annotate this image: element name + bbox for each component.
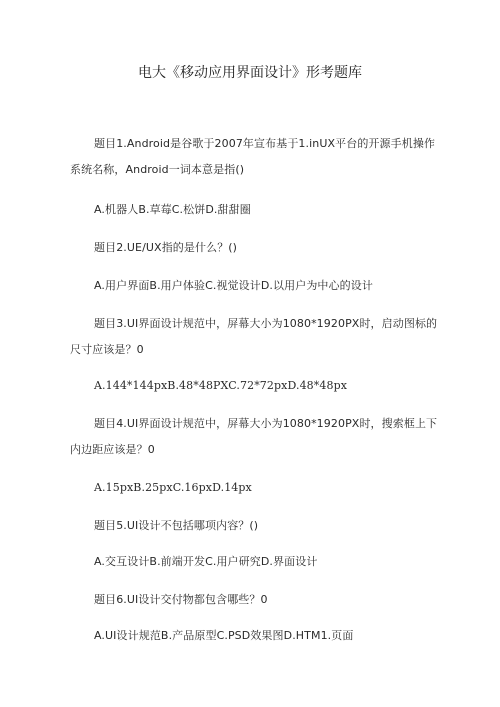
question-5: 题目5.UI设计不包括哪项内容？() — [94, 519, 259, 532]
question-3-line-2: 尺寸应该是？0 — [70, 343, 144, 356]
question-6: 题目6.UI设计交付物都包含哪些？0 — [94, 593, 268, 606]
question-3-line-1: 题目3.UI界面设计规范中，屏幕大小为1080*1920PX时，启动图标的 — [94, 317, 438, 330]
question-1-line-1: 题目1.Android是谷歌于2007年宣布基于1.inUX平台的开源手机操作 — [94, 137, 436, 150]
question-2-options: A.用户界面B.用户体验C.视觉设计D.以用户为中心的设计 — [94, 279, 373, 292]
question-2: 题目2.UE/UX指的是什么？() — [94, 241, 238, 254]
question-6-options: A.UI设计规范B.产品原型C.PSD效果图D.HTM1.页面 — [94, 629, 354, 642]
question-4-options: A.15pxB.25pxC.16pxD.14px — [94, 481, 252, 494]
question-4-line-2: 内边距应该是？0 — [70, 443, 155, 456]
question-5-options: A.交互设计B.前端开发C.用户研究D.界面设计 — [94, 555, 318, 568]
document-title: 电大《移动应用界面设计》形考题库 — [138, 65, 362, 81]
question-1-options: A.机器人B.草莓C.松饼D.甜甜圈 — [94, 203, 251, 216]
question-3-options: A.144*144pxB.48*48PXC.72*72pxD.48*48px — [94, 379, 348, 392]
question-1-line-2: 系统名称，Android一词本意是指() — [70, 163, 245, 176]
question-4-line-1: 题目4.UI界面设计规范中，屏幕大小为1080*1920PX时，搜索框上下 — [94, 417, 438, 430]
